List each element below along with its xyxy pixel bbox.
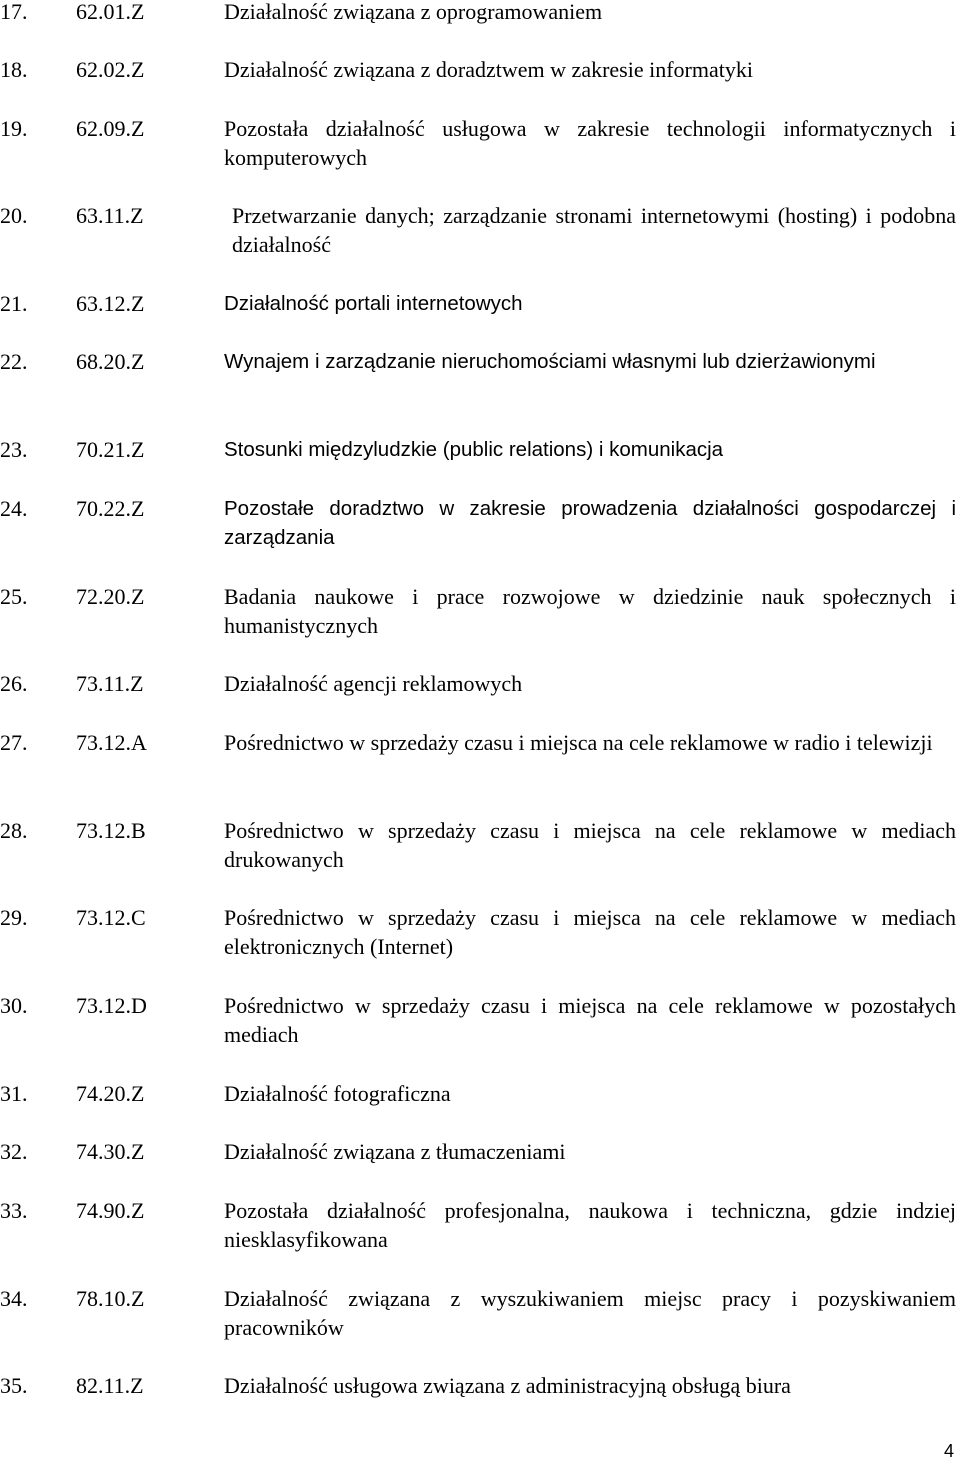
list-item <box>0 816 960 886</box>
list-item <box>0 1284 960 1354</box>
list-item <box>0 114 960 184</box>
list-item <box>0 582 960 652</box>
activity-description: Działalność agencji reklamowych <box>224 671 523 696</box>
pkd-code: 62.02.Z <box>76 57 145 82</box>
activity-description: Działalność portali internetowych <box>224 292 523 315</box>
activity-description: Pozostała działalność profesjonalna, naukowa i techniczna, gdzie indziej niesklasyfikowana <box>224 1198 956 1252</box>
list-item <box>0 201 960 271</box>
pkd-code: 63.12.Z <box>76 291 145 316</box>
list-item <box>0 903 960 973</box>
activity-description: Przetwarzanie danych; zarządzanie stronami internetowymi (hosting) i podobna działalność <box>232 203 956 257</box>
list-item <box>0 991 960 1061</box>
item-number: 19. <box>0 116 28 141</box>
item-number: 21. <box>0 291 28 316</box>
pkd-code: 73.12.D <box>76 993 147 1018</box>
page-number: 4 <box>944 1441 955 1461</box>
pkd-code: 82.11.Z <box>76 1373 144 1398</box>
item-number: 30. <box>0 993 28 1018</box>
activity-description: Działalność usługowa związana z administracyjną obsługą biura <box>224 1373 791 1398</box>
item-number: 24. <box>0 496 28 521</box>
pkd-code: 70.22.Z <box>76 496 145 521</box>
pkd-code: 73.12.B <box>76 818 146 843</box>
pkd-code: 70.21.Z <box>76 437 145 462</box>
item-number: 34. <box>0 1286 28 1311</box>
item-number: 20. <box>0 203 28 228</box>
activity-description: Działalność związana z tłumaczeniami <box>224 1139 566 1164</box>
pkd-code: 62.01.Z <box>76 0 145 24</box>
item-number: 25. <box>0 584 28 609</box>
activity-description: Pośrednictwo w sprzedaży czasu i miejsca na cele reklamowe w radio i telewizji <box>224 730 933 755</box>
pkd-code: 74.30.Z <box>76 1139 145 1164</box>
list-item <box>0 347 960 417</box>
activity-description: Wynajem i zarządzanie nieruchomościami własnymi lub dzierżawionymi <box>224 350 876 373</box>
list-item <box>0 728 960 798</box>
pkd-code: 73.11.Z <box>76 671 144 696</box>
item-number: 23. <box>0 437 28 462</box>
item-number: 22. <box>0 349 28 374</box>
pkd-code: 68.20.Z <box>76 349 145 374</box>
activity-description: Pośrednictwo w sprzedaży czasu i miejsca na cele reklamowe w pozostałych mediach <box>224 993 956 1047</box>
pkd-code: 73.12.A <box>76 730 147 755</box>
pkd-code: 72.20.Z <box>76 584 145 609</box>
item-number: 26. <box>0 671 28 696</box>
pkd-code: 62.09.Z <box>76 116 145 141</box>
activity-description: Działalność związana z doradztwem w zakresie informatyki <box>224 57 753 82</box>
pkd-code: 74.20.Z <box>76 1081 145 1106</box>
activity-description: Pozostała działalność usługowa w zakresie technologii informatycznych i komputerowych <box>224 116 956 170</box>
pkd-code: 63.11.Z <box>76 203 144 228</box>
pkd-code: 73.12.C <box>76 905 146 930</box>
activity-description: Pozostałe doradztwo w zakresie prowadzenia działalności gospodarczej i zarządzania <box>224 497 956 549</box>
list-item <box>0 1371 960 1441</box>
item-number: 31. <box>0 1081 28 1106</box>
activity-description: Działalność związana z wyszukiwaniem miejsc pracy i pozyskiwaniem pracowników <box>224 1286 956 1340</box>
item-number: 29. <box>0 905 28 930</box>
activity-description: Stosunki międzyludzkie (public relations) i komunikacja <box>224 438 724 461</box>
activity-description: Działalność związana z oprogramowaniem <box>224 0 603 24</box>
item-number: 18. <box>0 57 28 82</box>
pkd-code: 74.90.Z <box>76 1198 145 1223</box>
activity-description: Pośrednictwo w sprzedaży czasu i miejsca na cele reklamowe w mediach elektronicznych (Internet) <box>224 905 956 959</box>
list-item <box>0 494 960 564</box>
activity-description: Pośrednictwo w sprzedaży czasu i miejsca na cele reklamowe w mediach drukowanych <box>224 818 956 872</box>
item-number: 32. <box>0 1139 28 1164</box>
pkd-code: 78.10.Z <box>76 1286 145 1311</box>
item-number: 35. <box>0 1373 28 1398</box>
activity-description: Działalność fotograficzna <box>224 1081 451 1106</box>
item-number: 17. <box>0 0 28 24</box>
activity-description: Badania naukowe i prace rozwojowe w dziedzinie nauk społecznych i humanistycznych <box>224 584 956 638</box>
list-item <box>0 1196 960 1266</box>
item-number: 33. <box>0 1198 28 1223</box>
item-number: 28. <box>0 818 28 843</box>
item-number: 27. <box>0 730 28 755</box>
